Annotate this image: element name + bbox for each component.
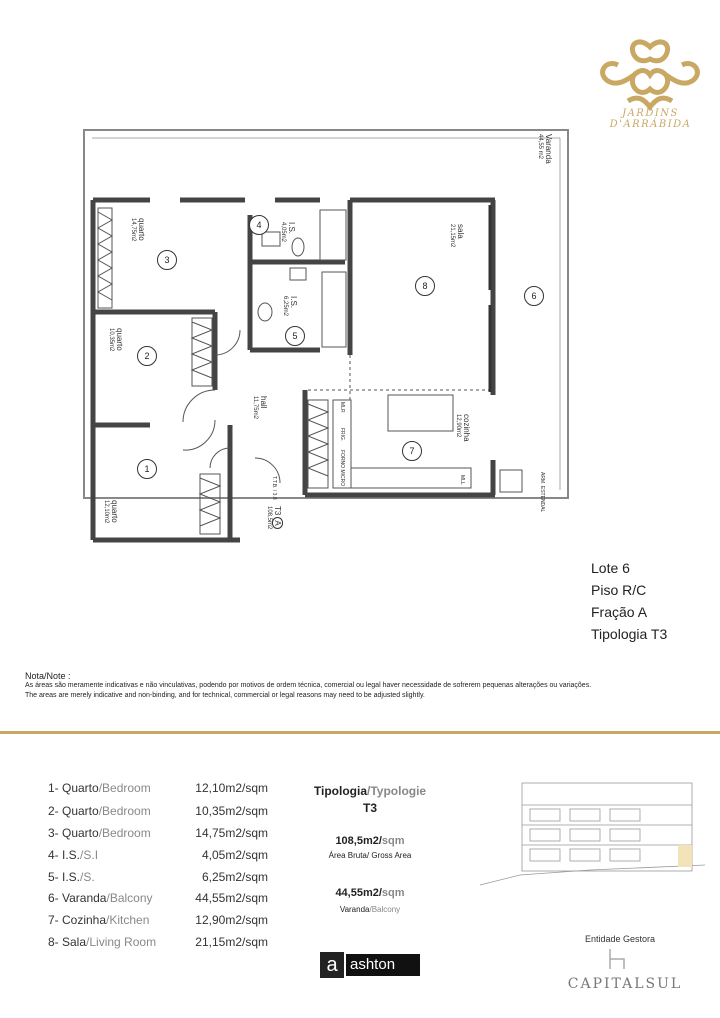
unit-tipologia: Tipologia T3: [591, 626, 668, 642]
label-is-5: I.S. 6,25m2: [282, 296, 298, 317]
gold-divider: [0, 731, 720, 734]
unit-piso: Piso R/C: [591, 582, 647, 598]
room-number-4: 4: [249, 215, 269, 235]
floor-plan: [0, 120, 600, 560]
capitalsul-logo-text: CAPITALSUL: [567, 976, 683, 992]
label-forno: FORNO MICRO: [339, 450, 345, 487]
note-block: [25, 671, 705, 701]
label-frig: FRIG.: [339, 428, 345, 442]
room-row: 4- I.S./S.I 4,05m2/sqm: [48, 848, 268, 862]
capitalsul-icon: [606, 947, 632, 973]
note-en: The areas are merely indicative and non-binding, and for technical, commercial or legal reasons may need to be adjusted slightly.: [25, 692, 425, 699]
label-varanda: Varanda 44,55 m2: [537, 134, 553, 164]
room-row: 6- Varanda/Balcony 44,55m2/sqm: [48, 891, 268, 905]
room-number-2: 2: [137, 346, 157, 366]
label-arm-estendal: ARM. ESTENDAL: [539, 472, 545, 513]
label-is-4: I.S. 4,05m2: [280, 222, 296, 243]
unit-lote: Lote 6: [591, 560, 630, 576]
label-mlr: MLR: [339, 402, 345, 413]
room-number-5: 5: [285, 326, 305, 346]
ashton-logo-text: ashton: [346, 954, 420, 976]
label-hall: hall 11,75m2: [252, 396, 268, 419]
room-number-6: 6: [524, 286, 544, 306]
label-t3: T3A 108,5m2: [266, 506, 282, 530]
room-number-3: 3: [157, 250, 177, 270]
summary-gross-label: Área Bruta/ Gross Area: [328, 851, 412, 860]
building-elevation: [470, 775, 710, 895]
note-pt: As áreas são meramente indicativas e não vinculativas, podendo por motivos de ordem técnica, comercial ou legal haver necessidade de sofrerem pequenas alterações ou variações.: [25, 682, 592, 689]
summary-tipologia: Tipologia/Typologie: [313, 784, 427, 798]
room-row: 8- Sala/Living Room 21,15m2/sqm: [48, 935, 268, 949]
room-number-8: 8: [415, 276, 435, 296]
logo-text: JARDINS D'ARRÁBIDA: [609, 108, 692, 130]
summary-tipologia-value: T3: [362, 801, 377, 815]
label-sala: sala 21,15m2: [449, 224, 465, 248]
room-number-7: 7: [402, 441, 422, 461]
room-number-1: 1: [137, 459, 157, 479]
summary-gross: 108,5m2/sqm: [335, 835, 405, 847]
label-ttb: T.T.B. / 3.8: [271, 476, 277, 500]
label-cozinha: cozinha 12,90m2: [455, 414, 471, 442]
entidade-gestora-label: Entidade Gestora: [584, 934, 656, 944]
room-row: 2- Quarto/Bedroom 10,35m2/sqm: [48, 804, 268, 818]
note-title: Nota/Note :: [25, 671, 71, 681]
ashton-logo-mark: a: [320, 952, 344, 978]
room-row: 7- Cozinha/Kitchen 12,90m2/sqm: [48, 913, 268, 927]
label-mll: MLL: [459, 475, 465, 485]
room-row: 1- Quarto/Bedroom 12,10m2/sqm: [48, 781, 268, 795]
room-row: 5- I.S./S. 6,25m2/sqm: [48, 870, 268, 884]
label-quarto-2: quarto 10,35m2: [108, 328, 124, 352]
label-quarto-3: quarto 14,75m2: [130, 218, 146, 242]
room-row: 3- Quarto/Bedroom 14,75m2/sqm: [48, 826, 268, 840]
summary-balcony: 44,55m2/sqm: [335, 887, 405, 899]
unit-fracao: Fração A: [591, 604, 648, 620]
label-quarto-1: quarto 12,10m2: [103, 500, 119, 524]
summary-balcony-label: Varanda/Balcony: [339, 905, 401, 914]
